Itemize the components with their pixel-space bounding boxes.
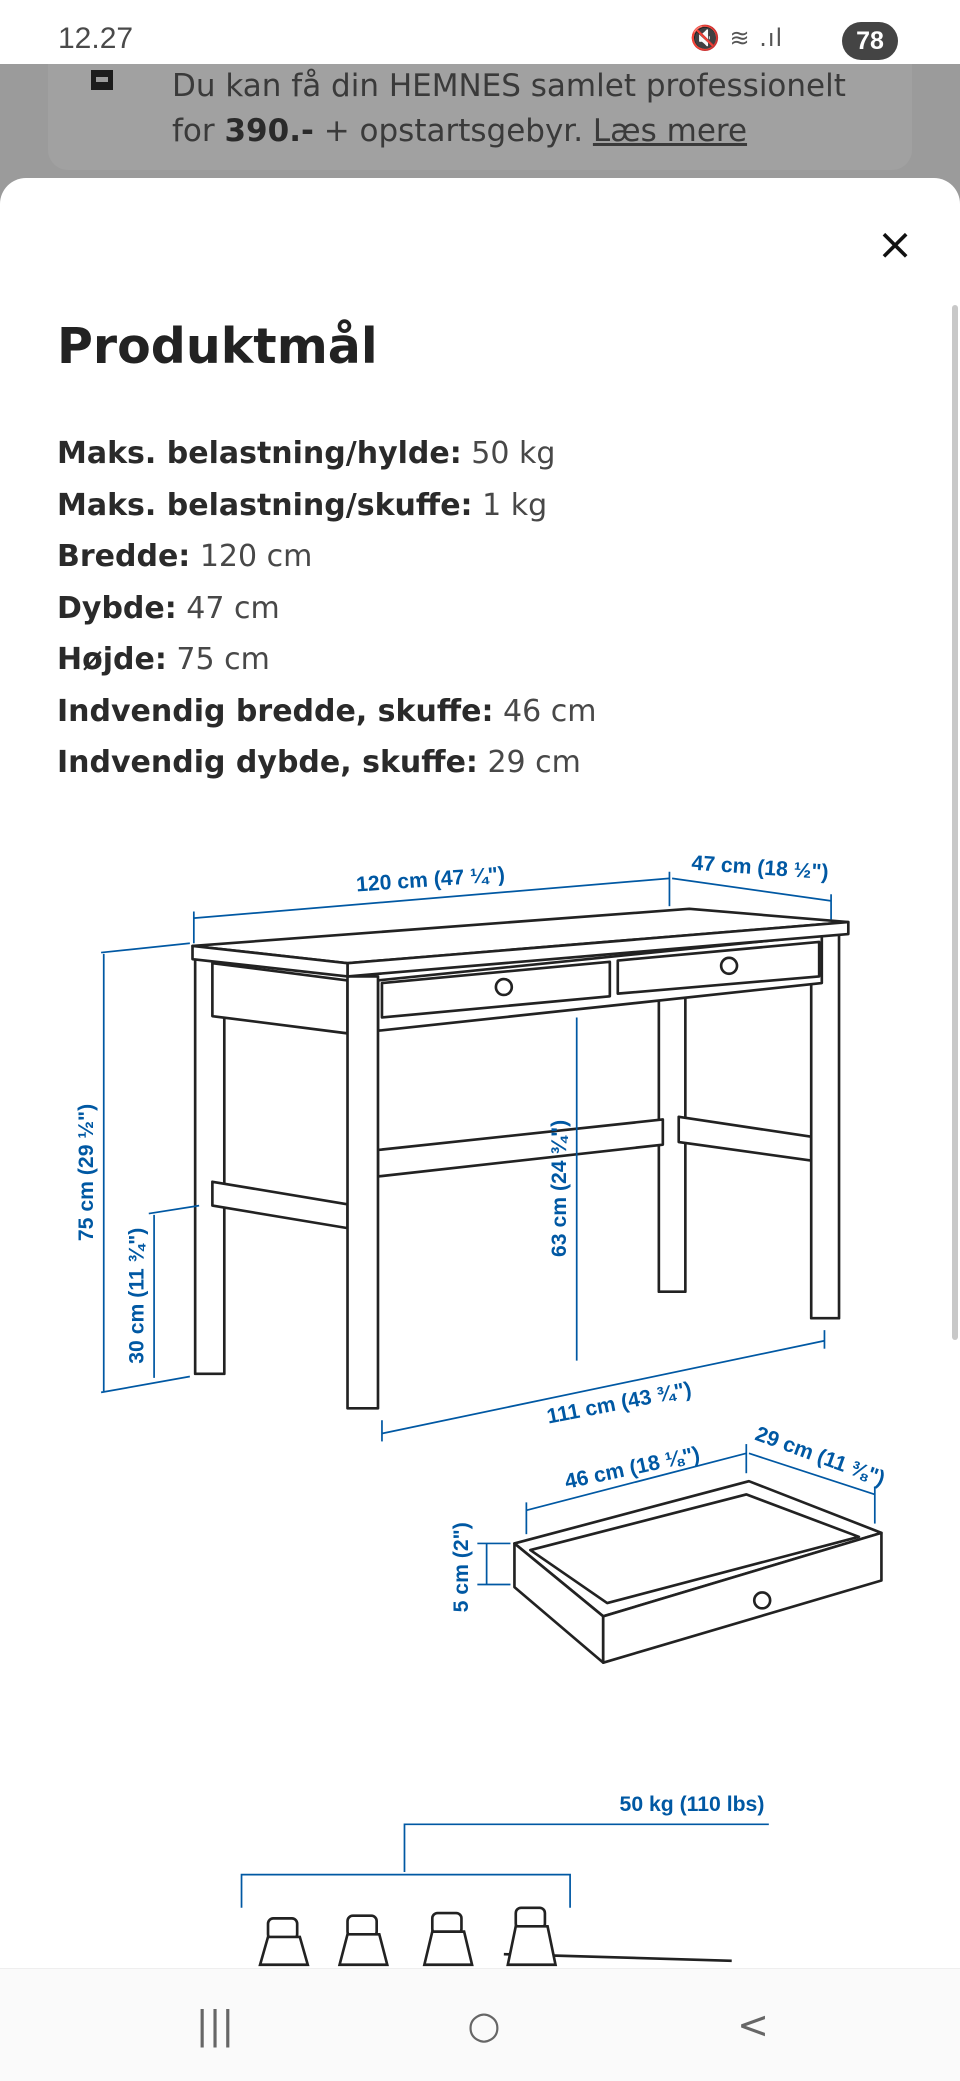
status-time: 12.27	[58, 22, 134, 55]
dim-load: 50 kg (110 lbs)	[619, 1793, 765, 1817]
banner-prefix: for	[172, 113, 225, 149]
dim-depth: 47 cm (18 ½")	[690, 851, 830, 885]
spec-label: Dybde:	[57, 590, 177, 626]
spec-value: 29 cm	[477, 745, 581, 780]
back-stretcher	[378, 1119, 663, 1176]
weights-drawing	[260, 1908, 732, 1965]
banner-price: 390.-	[224, 113, 314, 149]
spec-label: Højde:	[57, 642, 167, 677]
banner-suffix: + opstartsgebyr.	[313, 113, 593, 149]
left-stretcher	[212, 1182, 347, 1228]
back-left-leg	[195, 957, 224, 1374]
knob-left	[496, 979, 512, 995]
dim-inner-width: 111 cm (43 ¾")	[544, 1377, 694, 1429]
recent-apps-button[interactable]: |||	[195, 2003, 235, 2047]
desk-drawing	[193, 909, 882, 1663]
dim-shelf-height: 30 cm (11 ¾")	[125, 1227, 149, 1364]
spec-value: 120 cm	[190, 539, 313, 574]
dim-drawer-height: 5 cm (2")	[450, 1522, 474, 1613]
dim-clearance: 63 cm (24 ¾")	[548, 1119, 572, 1258]
right-stretcher	[679, 1117, 811, 1161]
weight-icon	[508, 1908, 556, 1965]
drawer-knob	[754, 1592, 770, 1608]
weight-icon	[260, 1918, 308, 1964]
banner-text-line1: Du kan få din HEMNES samlet professionelt	[172, 68, 846, 104]
close-icon[interactable]: ×	[876, 219, 914, 270]
spec-label: Bredde:	[57, 539, 191, 574]
page-title: Produktmål	[57, 318, 378, 375]
front-right-leg	[811, 931, 839, 1318]
spec-value: 46 cm	[493, 693, 597, 729]
dim-drawer-depth: 29 cm (11 ⅜")	[752, 1422, 888, 1491]
spec-label: Indvendig dybde, skuffe:	[57, 745, 478, 780]
spec-value: 47 cm	[176, 590, 280, 626]
spec-value: 75 cm	[166, 642, 270, 677]
weight-icon	[340, 1916, 388, 1965]
knob-right	[721, 958, 737, 974]
back-button[interactable]: <	[737, 2003, 769, 2047]
spec-label: Indvendig bredde, skuffe:	[57, 693, 494, 729]
read-more-link[interactable]: Læs mere	[592, 113, 748, 149]
home-button[interactable]: ○	[467, 2003, 501, 2047]
spec-value: 50 kg	[461, 436, 556, 471]
spec-label: Maks. belastning/hylde:	[57, 436, 462, 471]
battery-badge: 78	[842, 22, 898, 60]
status-icons: 🔇 ≋ .ıl	[690, 24, 784, 52]
dim-width: 120 cm (47 ¼")	[355, 863, 506, 897]
spec-label: Maks. belastning/skuffe:	[57, 487, 473, 523]
front-left-leg	[348, 976, 378, 1408]
system-nav-bar	[0, 1968, 960, 2081]
spec-value: 1 kg	[472, 487, 548, 523]
scrollbar[interactable]	[952, 305, 958, 1340]
weight-icon	[424, 1913, 472, 1965]
dim-drawer-width: 46 cm (18 ⅛")	[562, 1442, 702, 1494]
dim-height: 75 cm (29 ½")	[75, 1103, 99, 1242]
